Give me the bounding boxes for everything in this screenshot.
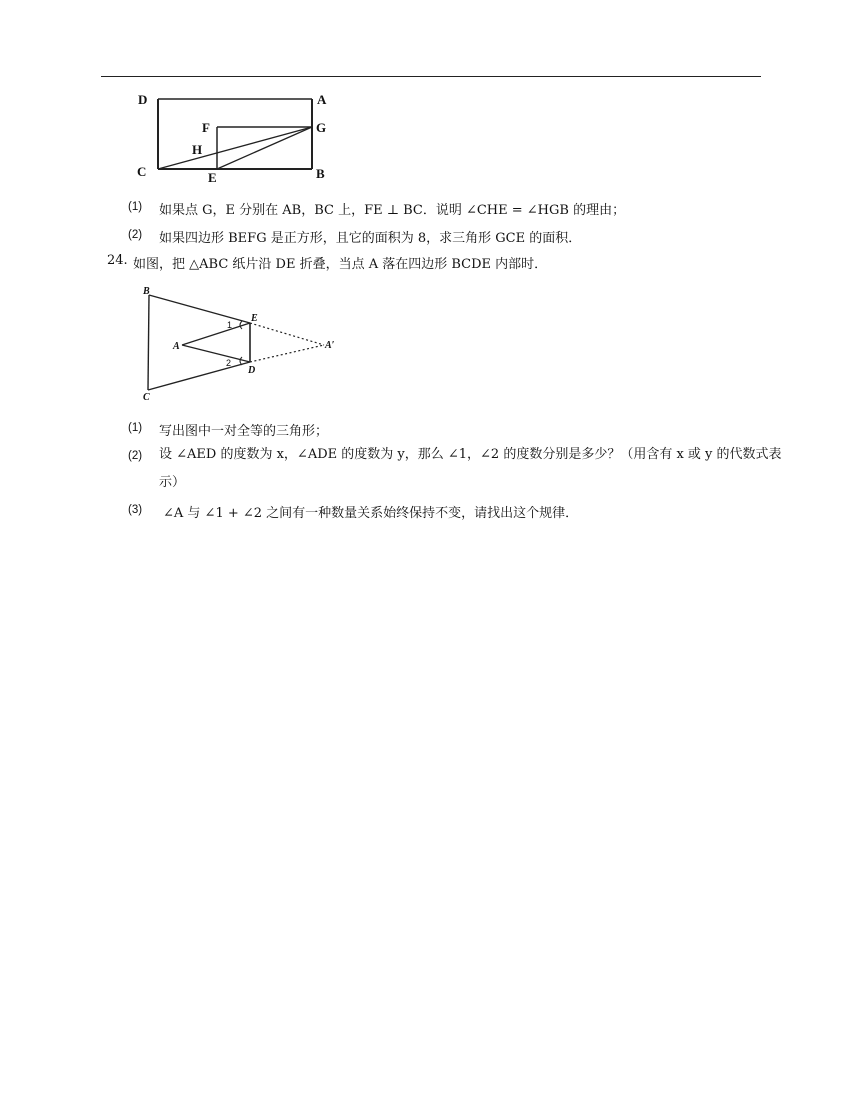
q24-item-3-number: (3)	[128, 504, 143, 516]
label-A: A	[317, 92, 327, 107]
q23-item-1-number: (1)	[128, 201, 143, 213]
label-F: F	[202, 120, 210, 135]
label-angle-1: 1	[227, 320, 233, 330]
q24-item-2-number: (2)	[128, 450, 143, 462]
label-A-prime: A′	[325, 340, 335, 351]
q23-item-1-text: 如果点 G，E 分别在 AB，BC 上，FE ⊥ BC．说明 ∠CHE = ∠HGB 的理由；	[159, 203, 626, 218]
label-E: E	[251, 313, 258, 324]
q24-item-3-text: ∠A 与 ∠1 + ∠2 之间有一种数量关系始终保持不变，请找出这个规律．	[163, 506, 579, 521]
q24-item-1-text: 写出图中一对全等的三角形；	[159, 424, 329, 439]
q24-number: 24.	[107, 253, 128, 268]
label-C: C	[137, 164, 147, 179]
label-D: D	[138, 92, 148, 107]
q24-item-2-text: 设 ∠AED 的度数为 x，∠ADE 的度数为 y，那么 ∠1，∠2 的度数分别是多少？（用含有 x 或 y 的代数式表示）	[159, 447, 782, 490]
q24-item-1-number: (1)	[128, 422, 143, 434]
label-E: E	[208, 170, 217, 185]
label-D: D	[248, 365, 256, 376]
label-B: B	[316, 166, 325, 181]
label-angle-2: 2	[226, 358, 232, 368]
label-A: A	[173, 341, 180, 352]
label-C: C	[143, 392, 150, 403]
q23-item-2-number: (2)	[128, 229, 143, 241]
label-G: G	[316, 120, 327, 135]
q24-figure	[128, 283, 348, 405]
label-B: B	[143, 286, 150, 297]
q23-figure	[128, 86, 338, 186]
q24-stem: 如图，把 △ABC 纸片沿 DE 折叠，当点 A 落在四边形 BCDE 内部时．	[133, 257, 548, 272]
header-rule	[101, 76, 761, 77]
label-H: H	[192, 142, 203, 157]
q23-item-2-text: 如果四边形 BEFG 是正方形，且它的面积为 8，求三角形 GCE 的面积．	[159, 231, 582, 246]
